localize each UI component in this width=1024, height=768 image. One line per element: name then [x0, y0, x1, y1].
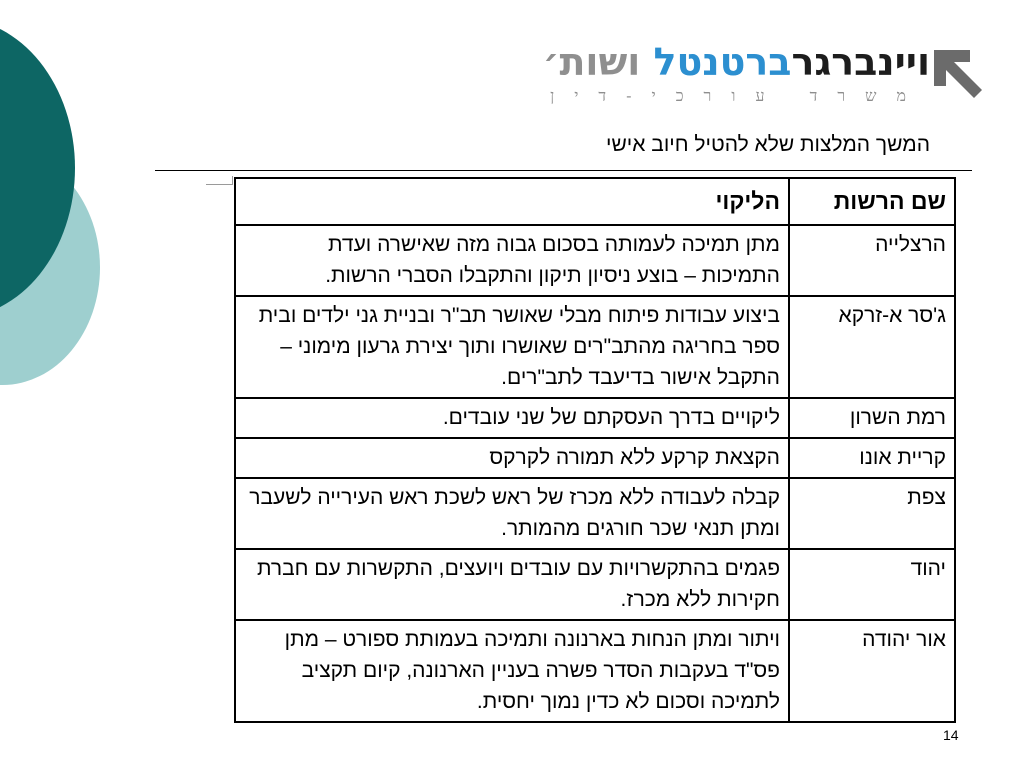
header-flaw: הליקוי — [235, 178, 789, 225]
cell-flaw: ויתור ומתן הנחות בארנונה ותמיכה בעמותת ספורט – מתן פס"ד בעקבות הסדר פשרה בעניין הארנונה, קיום תקציב לתמיכה וסכום לא כדין נמוך יחסית. — [235, 620, 789, 722]
table-row — [235, 438, 955, 478]
title-divider — [155, 170, 972, 171]
table-header-row — [235, 178, 955, 225]
table-row — [235, 549, 955, 620]
table-row — [235, 620, 955, 722]
cell-flaw: קבלה לעבודה ללא מכרז של ראש לשכת ראש העירייה לשעבר ומתן תנאי שכר חורגים מהמותר. — [235, 478, 789, 549]
cell-flaw: ליקויים בדרך העסקתם של שני עובדים. — [235, 398, 789, 438]
cell-flaw: הקצאת קרקע ללא תמורה לקרקס — [235, 438, 789, 478]
firm-logo — [496, 40, 996, 116]
arrow-up-left-icon — [932, 48, 984, 100]
header-authority: שם הרשות — [789, 178, 955, 225]
logo-name — [543, 40, 930, 84]
cell-authority: יהוד — [789, 549, 955, 620]
table-corner-marker — [206, 176, 233, 185]
cell-flaw: פגמים בהתקשרויות עם עובדים ויועצים, התקשרות עם חברת חקירות ללא מכרז. — [235, 549, 789, 620]
table-row — [235, 398, 955, 438]
page-number: 14 — [943, 727, 959, 743]
logo-tagline: משרד עורכי-דין — [550, 86, 926, 105]
cell-authority: אור יהודה — [789, 620, 955, 722]
cell-authority: קריית אונו — [789, 438, 955, 478]
cell-authority: רמת השרון — [789, 398, 955, 438]
cell-authority: ג'סר א-זרקא — [789, 296, 955, 398]
table-row — [235, 478, 955, 549]
cell-flaw: מתן תמיכה לעמותה בסכום גבוה מזה שאישרה ועדת התמיכות – בוצע ניסיון תיקון והתקבלו הסברי הרשות. — [235, 225, 789, 296]
page-subtitle: המשך המלצות שלא להטיל חיוב אישי — [606, 133, 930, 156]
cell-authority: הרצלייה — [789, 225, 955, 296]
table-row — [235, 225, 955, 296]
cell-authority: צפת — [789, 478, 955, 549]
table-row — [235, 296, 955, 398]
recommendations-table — [234, 177, 956, 723]
logo-name-part3: ושות׳ — [542, 40, 641, 84]
logo-name-part2: ברטנטל — [653, 40, 792, 84]
logo-name-part1: ויינברגר — [791, 40, 930, 84]
cell-flaw: ביצוע עבודות פיתוח מבלי שאושר תב"ר ובניית גני ילדים ובית ספר בחריגה מהתב"רים שאושרו ותוך יצירת גרעון מימוני – התקבל אישור בדיעבד לתב"רים. — [235, 296, 789, 398]
